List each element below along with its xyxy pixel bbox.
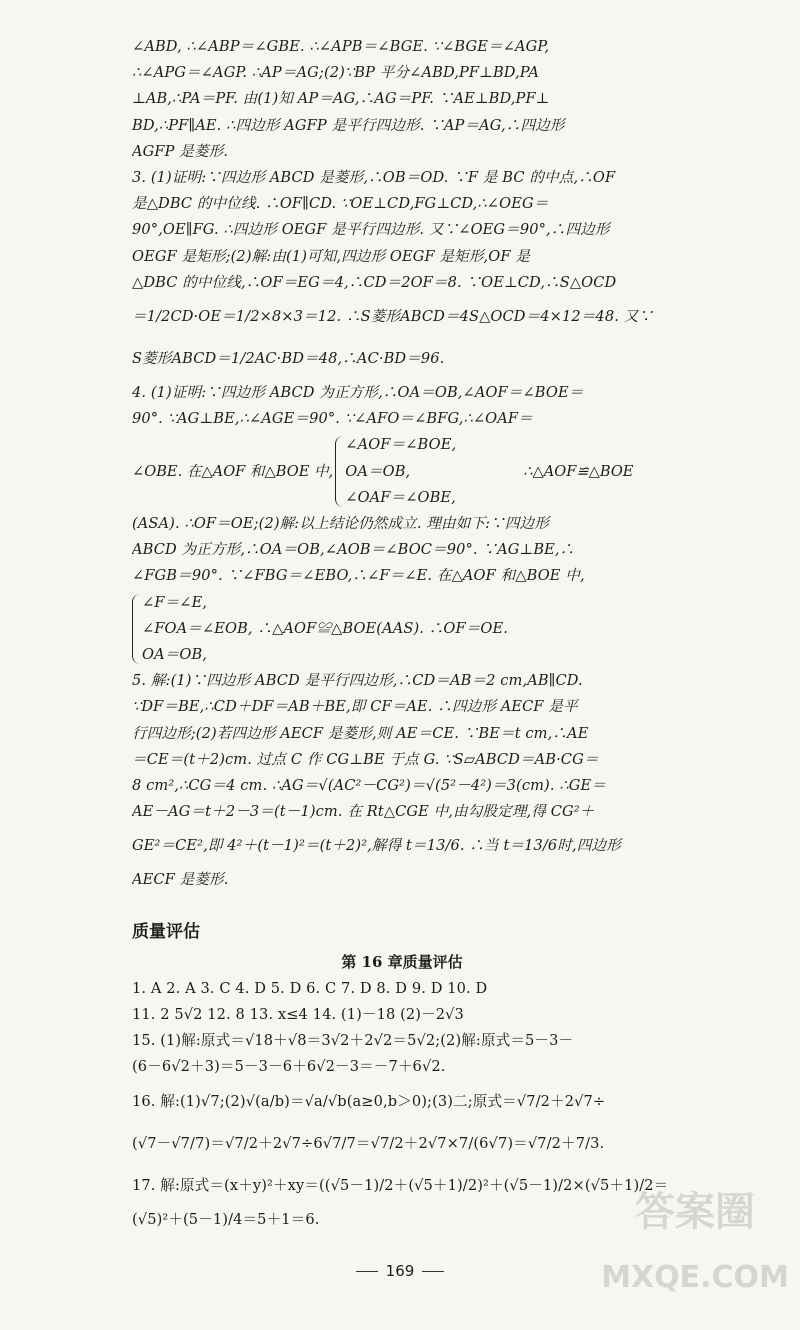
text-line: ∴∠APG＝∠AGP. ∴AP＝AG;(2)∵BP 平分∠ABD,PF⊥BD,PA: [132, 64, 540, 82]
quality-assessment-answers: [132, 976, 672, 1233]
left-brace: [132, 594, 141, 665]
system-row: ∠OAF＝∠OBE,: [345, 488, 456, 506]
answer-line: 11. 2 5√2 12. 8 13. x≤4 14. (1)－18 (2)－2√3: [132, 1005, 464, 1023]
answer-line: 17. 解:原式＝(x＋y)²＋xy＝((√5－1)/2＋(√5＋1)/2)²＋(√5－1)/2×(√5＋1)/2＝: [132, 1176, 669, 1194]
page-footer: [0, 1262, 800, 1280]
text-line: OEGF 是矩形;(2)解:由(1)可知,四边形 OEGF 是矩形,OF 是: [132, 247, 531, 265]
equation-system-1: [132, 432, 672, 511]
page-number: 169: [385, 1262, 415, 1280]
text-line: BD,∴PF∥AE. ∴四边形 AGFP 是平行四边形. ∵AP＝AG,∴四边形: [132, 116, 565, 134]
system-rows: [335, 432, 495, 511]
answer-line: 1. A 2. A 3. C 4. D 5. D 6. C 7. D 8. D 9. D 10. D: [132, 979, 488, 997]
answer-line: 15. (1)解:原式＝√18＋√8＝3√2＋2√2＝5√2;(2)解:原式＝5－3－: [132, 1032, 574, 1050]
text-line: ∠ABD, ∴∠ABP＝∠GBE. ∴∠APB＝∠BGE. ∵∠BGE＝∠AGP,: [132, 38, 550, 55]
system-row: ∠FOA＝∠EOB, ∴△AOF≌△BOE(AAS). ∴OF＝OE.: [142, 619, 508, 637]
watermark-title: 答案圈: [635, 1189, 755, 1235]
text-line: △DBC 的中位线,∴OF＝EG＝4,∴CD＝2OF＝8. ∵OE⊥CD,∴S△OCD: [132, 273, 617, 291]
text-line: ＝CE＝(t＋2)cm. 过点 C 作 CG⊥BE 于点 G. ∵S▱ABCD＝AB·CG＝: [132, 750, 599, 768]
text-line: 4. (1)证明:∵四边形 ABCD 为正方形,∴OA＝OB,∠AOF＝∠BOE＝: [132, 384, 584, 402]
answer-line: (6－6√2＋3)＝5－3－6＋6√2－3＝－7＋6√2.: [132, 1058, 446, 1076]
watermark-url: MXQE.COM: [601, 1260, 789, 1295]
text-line: AGFP 是菱形.: [132, 142, 229, 160]
text-line: AE－AG＝t＋2－3＝(t－1)cm. 在 Rt△CGE 中,由勾股定理,得 CG²＋: [132, 803, 595, 821]
text-line: 90°,OE∥FG. ∴四边形 OEGF 是平行四边形. 又∵∠OEG＝90°,∴四边形: [132, 221, 610, 239]
text-line: 5. 解:(1)∵四边形 ABCD 是平行四边形,∴CD＝AB＝2 cm,AB∥CD.: [132, 672, 583, 690]
answer-content: [132, 34, 672, 1233]
system-row: OA＝OB,: [345, 462, 411, 480]
text-line: 3. (1)证明:∵四边形 ABCD 是菱形,∴OB＝OD. ∵F 是 BC 的中点,∴OF: [132, 169, 616, 187]
proof-block-2-continued: [132, 34, 672, 432]
text-line: ＝1/2CD·OE＝1/2×8×3＝12. ∴S菱形ABCD＝4S△OCD＝4×12＝48. 又∵: [132, 308, 654, 326]
footer-dash-right: [422, 1271, 444, 1272]
system-row: ∠F＝∠E,: [142, 593, 208, 611]
text-line: AECF 是菱形.: [132, 871, 229, 889]
answer-line: (√7－√7/7)＝√7/2＋2√7÷6√7/7＝√7/2＋2√7×7/(6√7)＝√7/2＋7/3.: [132, 1134, 605, 1152]
left-brace: [335, 436, 344, 507]
text-line: GE²＝CE²,即 4²＋(t－1)²＝(t＋2)²,解得 t＝13/6. ∴当 t＝13/6时,四边形: [132, 837, 621, 855]
text-line: ∵DF＝BE,∴CD＋DF＝AB＋BE,即 CF＝AE. ∴四边形 AECF 是平: [132, 698, 578, 716]
chapter-title: 第 16 章质量评估: [341, 952, 463, 971]
equation-system-2: [132, 590, 672, 669]
system-prefix: ∠OBE. 在△AOF 和△BOE 中,: [132, 462, 334, 480]
footer-dash-left: [356, 1271, 378, 1272]
text-line: 行四边形;(2)若四边形 AECF 是菱形,则 AE＝CE. ∵BE＝t cm,∴AE: [132, 724, 589, 742]
answer-line: 16. 解:(1)√7;(2)√(a/b)＝√a/√b(a≥0,b＞0);(3)二;原式＝√7/2＋2√7÷: [132, 1092, 606, 1110]
section-title: 质量评估: [132, 921, 200, 942]
answer-line: (√5)²＋(5－1)/4＝5＋1＝6.: [132, 1210, 320, 1228]
text-line: 8 cm²,∴CG＝4 cm. ∴AG＝√(AC²－CG²)＝√(5²－4²)＝3(cm). ∴GE＝: [132, 777, 606, 795]
system-row: ∠AOF＝∠BOE,: [345, 436, 457, 454]
text-line: (ASA). ∴OF＝OE;(2)解:以上结论仍然成立. 理由如下:∵四边形: [132, 515, 549, 533]
system-conclusion: ∴△AOF≌△BOE: [523, 462, 634, 480]
text-line: 是△DBC 的中位线. ∴OF∥CD. ∵OE⊥CD,FG⊥CD,∴∠OEG＝: [132, 195, 549, 213]
text-line: 90°. ∵AG⊥BE,∴∠AGE＝90°. ∵∠AFO＝∠BFG,∴∠OAF＝: [132, 410, 533, 428]
text-line: ⊥AB,∴PA＝PF. 由(1)知 AP＝AG,∴AG＝PF. ∵AE⊥BD,PF⊥: [132, 90, 550, 108]
text-line: ∠FGB＝90°. ∵∠FBG＝∠EBO,∴∠F＝∠E. 在△AOF 和△BOE 中,: [132, 567, 585, 585]
solution-block-5: [132, 668, 672, 893]
system-row: OA＝OB,: [142, 646, 208, 664]
text-line: ABCD 为正方形,∴OA＝OB,∠AOB＝∠BOC＝90°. ∵AG⊥BE,∴: [132, 541, 575, 559]
proof-block-4-continued: [132, 511, 672, 590]
text-line: S菱形ABCD＝1/2AC·BD＝48,∴AC·BD＝96.: [132, 350, 445, 368]
